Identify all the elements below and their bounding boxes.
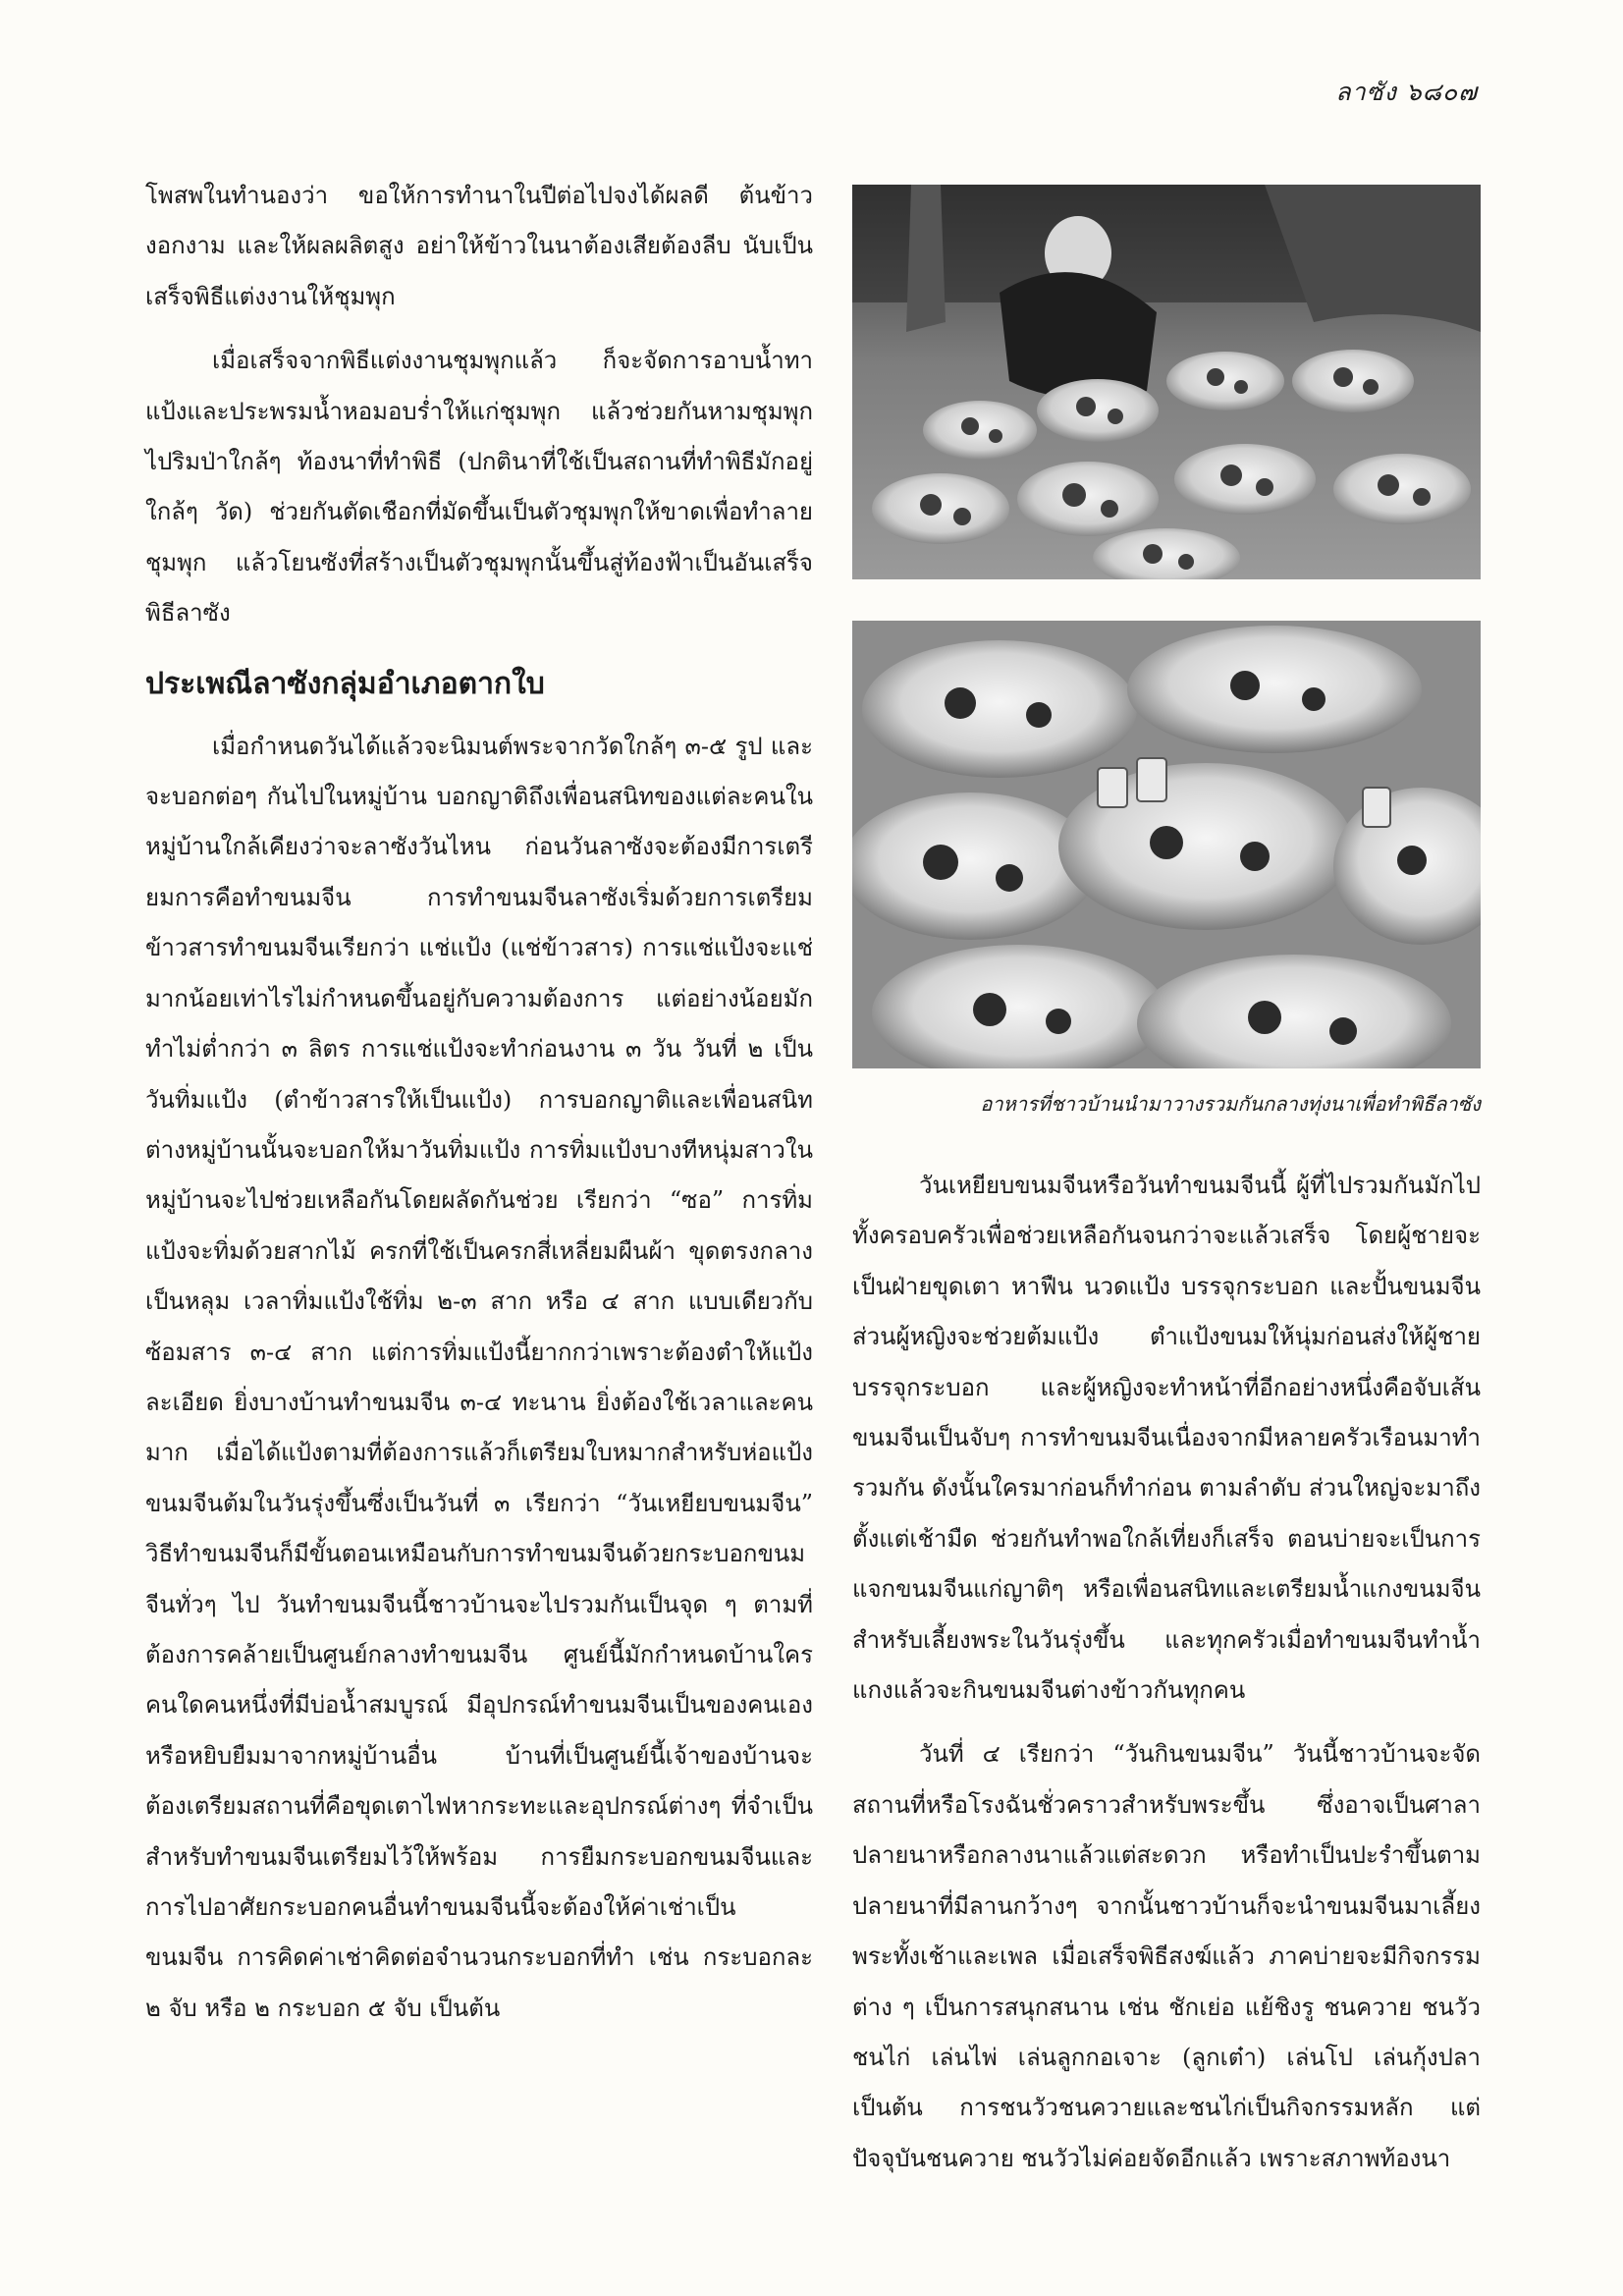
ceremony-photo-bottom-image — [852, 621, 1481, 1068]
section-heading: ประเพณีลาซังกลุ่มอำเภอตากใบ — [145, 666, 545, 701]
right-column — [852, 1161, 1481, 2198]
running-head: ลาซัง ๖๘๐๗ — [1335, 78, 1478, 106]
left-paragraph-1: โพสพในทำนองว่า ขอให้การทำนาในปีต่อไปจงได้ผลดี ต้นข้าวงอกงาม และให้ผลผลิตสูง อย่าให้ข้าวในนาต้องเสียต้องลีบ นับเป็นเสร็จพิธีแต่งงานให้ชุมพุก — [145, 182, 813, 310]
figure-caption: อาหารที่ชาวบ้านนำมาวางรวมกันกลางทุ่งนาเพื่อทำพิธีลาซัง — [980, 1092, 1481, 1116]
ceremony-photo-bottom — [852, 621, 1481, 1068]
left-paragraph-3: เมื่อกำหนดวันได้แล้วจะนิมนต์พระจากวัดใกล้ๆ ๓-๕ รูป และจะบอกต่อๆ กันไปในหมู่บ้าน บอกญาติถึงเพื่อนสนิทของแต่ละคนในหมู่บ้านใกล้เคียงว่าจะลาซังวันไหน ก่อนวันลาซังจะต้องมีการเตรียมการคือทำขนมจีน การทำขนมจีนลาซังเริ่มด้วยการเตรียมข้าวสารทำขนมจีนเรียกว่า แช่แป้ง (แช่ข้าวสาร) การแช่แป้งจะแช่มากน้อยเท่าไรไม่กำหนดขึ้นอยู่กับความต้องการ แต่อย่างน้อยมักทำไม่ต่ำกว่า ๓ ลิตร การแช่แป้งจะทำก่อนงาน ๓ วัน วันที่ ๒ เป็นวันทิ่มแป้ง (ตำข้าวสารให้เป็นแป้ง) การบอกญาติและเพื่อนสนิทต่างหมู่บ้านนั้นจะบอกให้มาวันทิ่มแป้ง การทิ่มแป้งบางทีหนุ่มสาวในหมู่บ้านจะไปช่วยเหลือกันโดยผลัดกันช่วย เรียกว่า “ซอ” การทิ่มแป้งจะทิ่มด้วยสากไม้ ครกที่ใช้เป็นครกสี่เหลี่ยมผืนผ้า ขุดตรงกลางเป็นหลุม เวลาทิ่มแป้งใช้ทิ่ม ๒-๓ สาก หรือ ๔ สาก แบบเดียวกับซ้อมสาร ๓-๔ สาก แต่การทิ่มแป้งนี้ยากกว่าเพราะต้องตำให้แป้งละเอียด ยิ่งบางบ้านทำขนมจีน ๓-๔ ทะนาน ยิ่งต้องใช้เวลาและคนมาก เมื่อได้แป้งตามที่ต้องการแล้วก็เตรียมใบหมากสำหรับห่อแป้งขนมจีนต้มในวันรุ่งขึ้นซึ่งเป็นวันที่ ๓ เรียกว่า “วันเหยียบขนมจีน” วิธีทำขนมจีนก็มีขั้นตอนเหมือนกับการทำขนมจีนด้วยกระบอกขนมจีนทั่วๆ ไป วันทำขนมจีนนี้ชาวบ้านจะไปรวมกันเป็นจุด ๆ ตามที่ต้องการคล้ายเป็นศูนย์กลางทำขนมจีน ศูนย์นี้มักกำหนดบ้านใครคนใดคนหนึ่งที่มีบ่อน้ำสมบูรณ์ มีอุปกรณ์ทำขนมจีนเป็นของคนเองหรือหยิบยืมมาจากหมู่บ้านอื่น บ้านที่เป็นศูนย์นี้เจ้าของบ้านจะต้องเตรียมสถานที่คือขุดเตาไฟหากระทะและอุปกรณ์ต่างๆ ที่จำเป็นสำหรับทำขนมจีนเตรียมไว้ให้พร้อม การยืมกระบอกขนมจีนและการไปอาศัยกระบอกคนอื่นทำขนมจีนนี้จะต้องให้ค่าเช่าเป็นขนมจีน การคิดค่าเช่าคิดต่อจำนวนกระบอกที่ทำ เช่น กระบอกละ ๒ จับ หรือ ๒ กระบอก ๕ จับ เป็นต้น — [145, 732, 813, 2022]
left-paragraph-2: เมื่อเสร็จจากพิธีแต่งงานชุมพุกแล้ว ก็จะจัดการอาบน้ำทาแป้งและประพรมน้ำหอมอบร่ำให้แก่ชุมพุก แล้วช่วยกันหามชุมพุกไปริมป่าใกล้ๆ ท้องนาที่ทำพิธี (ปกตินาที่ใช้เป็นสถานที่ทำพิธีมักอยู่ใกล้ๆ วัด) ช่วยกันตัดเชือกที่มัดขึ้นเป็นตัวชุมพุกให้ขาดเพื่อทำลายชุมพุก แล้วโยนซังที่สร้างเป็นตัวชุมพุกนั้นขึ้นสู่ท้องฟ้าเป็นอันเสร็จพิธีลาซัง — [145, 347, 813, 628]
ceremony-photo-top — [852, 185, 1481, 579]
right-paragraph-2: วันที่ ๔ เรียกว่า “วันกินขนมจีน” วันนี้ชาวบ้านจะจัดสถานที่หรือโรงฉันชั่วคราวสำหรับพระขึ้น ซึ่งอาจเป็นศาลาปลายนาหรือกลางนาแล้วแต่สะดวก หรือทำเป็นปะรำขึ้นตามปลายนาที่มีลานกว้างๆ จากนั้นชาวบ้านก็จะนำขนมจีนมาเลี้ยงพระทั้งเช้าและเพล เมื่อเสร็จพิธีสงฆ์แล้ว ภาคบ่ายจะมีกิจกรรมต่าง ๆ เป็นการสนุกสนาน เช่น ชักเย่อ แย้ชิงรู ชนควาย ชนวัว ชนไก่ เล่นไพ่ เล่นลูกกอเจาะ (ลูกเต๋า) เล่นโป เล่นกุ้งปลา เป็นต้น การชนวัวชนควายและชนไก่เป็นกิจกรรมหลัก แต่ปัจจุบันชนควาย ชนวัวไม่ค่อยจัดอีกแล้ว เพราะสภาพท้องนา — [852, 1740, 1481, 2172]
ceremony-photo-top-image — [852, 185, 1481, 579]
left-column — [145, 171, 813, 2048]
right-paragraph-1: วันเหยียบขนมจีนหรือวันทำขนมจีนนี้ ผู้ที่ไปรวมกันมักไปทั้งครอบครัวเพื่อช่วยเหลือกันจนกว่าจะแล้วเสร็จ โดยผู้ชายจะเป็นฝ่ายขุดเตา หาฟืน นวดแป้ง บรรจุกระบอก และปั้นขนมจีน ส่วนผู้หญิงจะช่วยต้มแป้ง ตำแป้งขนมให้นุ่มก่อนส่งให้ผู้ชายบรรจุกระบอก และผู้หญิงจะทำหน้าที่อีกอย่างหนึ่งคือจับเส้นขนมจีนเป็นจับๆ การทำขนมจีนเนื่องจากมีหลายครัวเรือนมาทำรวมกัน ดังนั้นใครมาก่อนก็ทำก่อน ตามลำดับ ส่วนใหญ่จะมาถึงตั้งแต่เช้ามืด ช่วยกันทำพอใกล้เที่ยงก็เสร็จ ตอนบ่ายจะเป็นการแจกขนมจีนแก่ญาติๆ หรือเพื่อนสนิทและเตรียมน้ำแกงขนมจีนสำหรับเลี้ยงพระในวันรุ่งขึ้น และทุกครัวเมื่อทำขนมจีนทำน้ำแกงแล้วจะกินขนมจีนต่างข้าวกันทุกคน — [852, 1172, 1481, 1705]
